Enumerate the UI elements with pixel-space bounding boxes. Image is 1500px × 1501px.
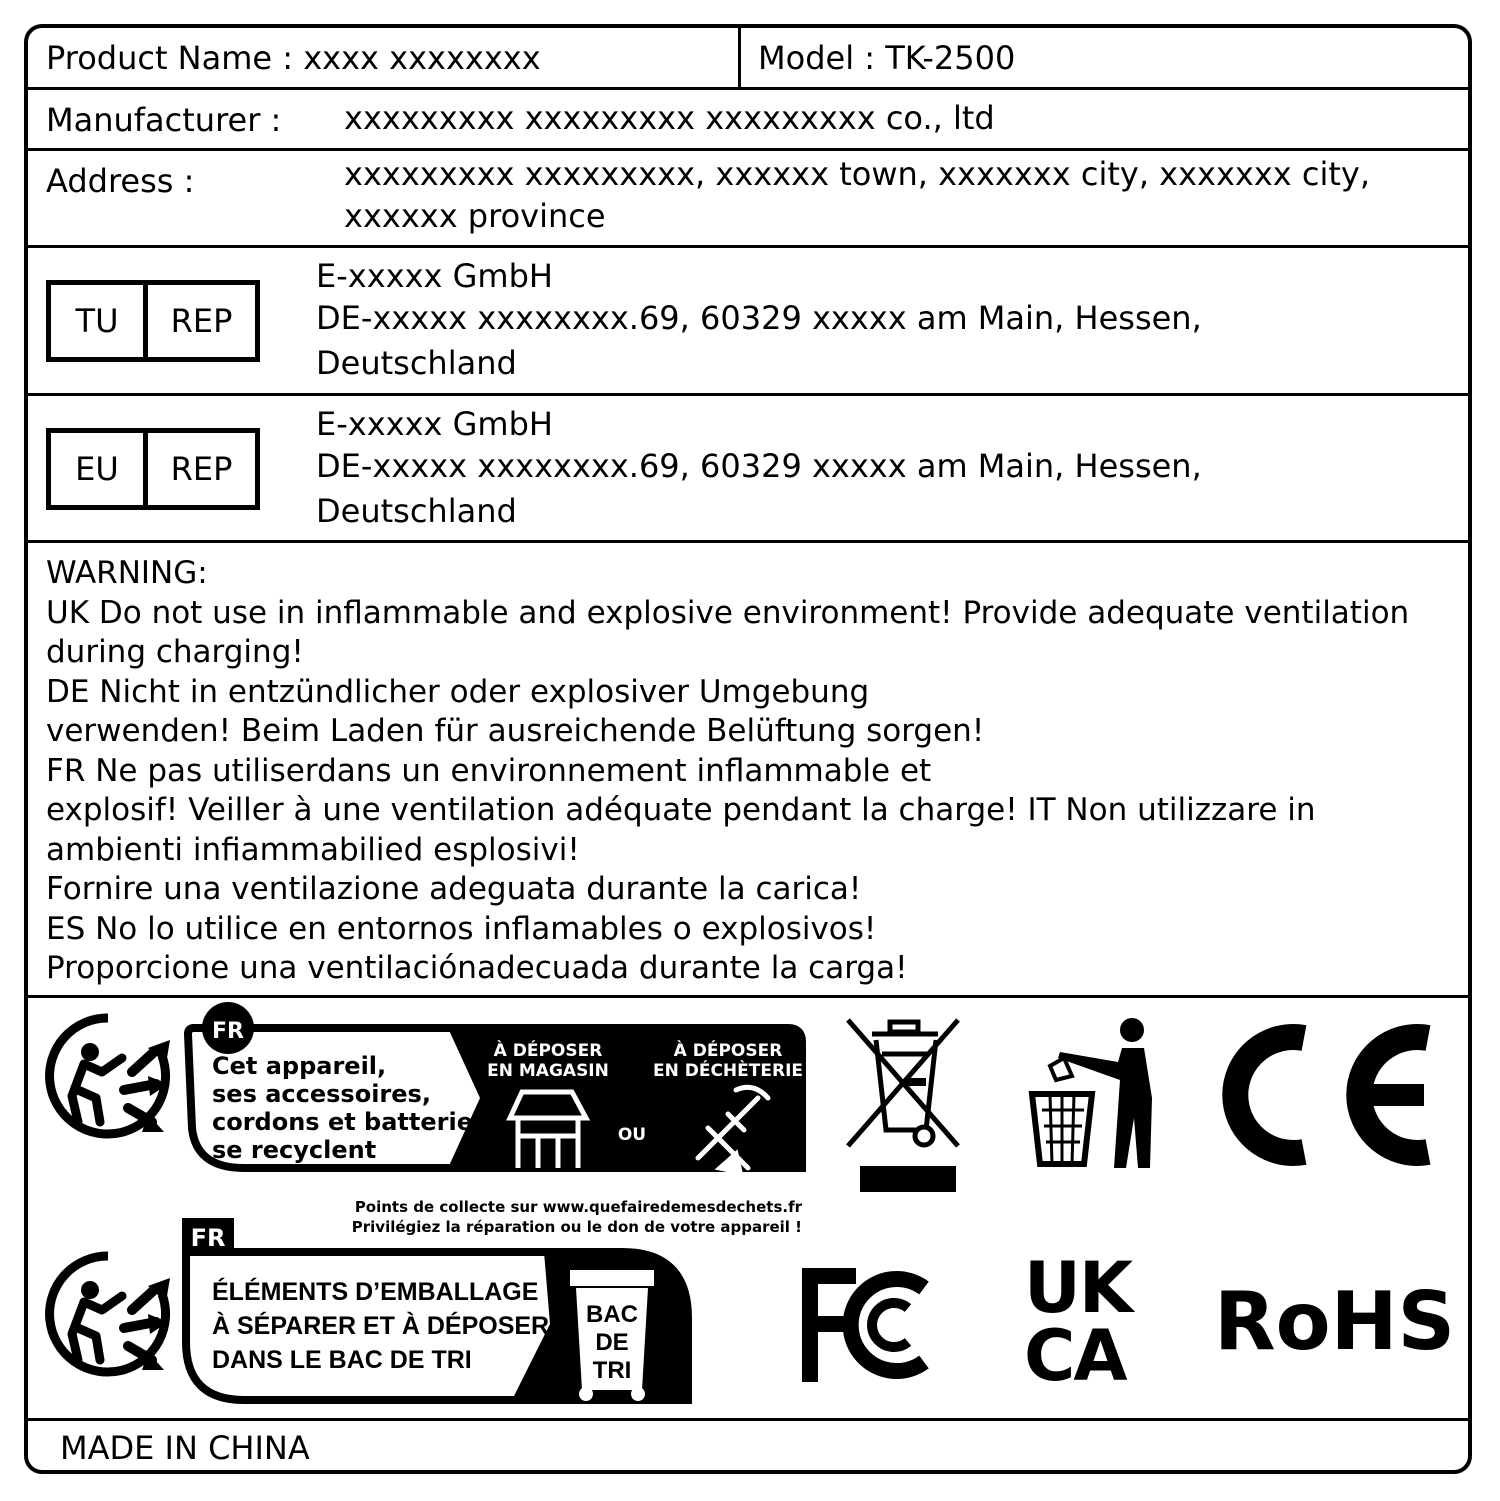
eu-rep-badge-right: REP [170, 450, 233, 488]
store-option-label: À DÉPOSER [493, 1041, 603, 1061]
manufacturer-label: Manufacturer : [46, 101, 282, 139]
made-in-label: MADE IN CHINA [60, 1429, 310, 1467]
triman-footer-line: Privilégiez la réparation ou le don de votre appareil ! [351, 1218, 802, 1236]
eu-rep-address-1: DE-xxxxx xxxxxxxx.69, 60329 xxxxx am Main, Hessen, [316, 447, 1202, 485]
header-divider [738, 28, 741, 88]
store-option-label: EN MAGASIN [487, 1061, 609, 1081]
triman-text-line: cordons et batteries [212, 1108, 488, 1136]
manufacturer-value: xxxxxxxxx xxxxxxxxx xxxxxxxxx co., ltd [344, 99, 995, 137]
warning-line: ambienti infiammabilied esplosivi! [46, 831, 580, 868]
bin-text-line: DE [595, 1329, 629, 1356]
eu-rep-badge-left: EU [51, 433, 148, 505]
center-option-label: À DÉPOSER [673, 1041, 783, 1061]
eu-rep-address-2: Deutschland [316, 492, 517, 530]
bin-text-line: TRI [592, 1357, 632, 1384]
warning-line: Proporcione una ventilaciónadecuada durante la carga! [46, 950, 908, 986]
tu-rep-address-2: Deutschland [316, 344, 517, 382]
warning-line: UK Do not use in inflammable and explosive environment! Provide adequate ventilation [46, 594, 1410, 631]
ce-mark-icon [1232, 1020, 1442, 1170]
row-divider [28, 995, 1468, 998]
triman-appliance-panel [188, 1018, 808, 1238]
tu-rep-badge-left: TU [51, 285, 148, 357]
triman-recycle-icon [44, 1012, 174, 1136]
tidyman-litter-icon [1028, 1018, 1168, 1168]
fcc-mark-icon [796, 1264, 946, 1386]
center-option-label: EN DÉCHÈTERIE [652, 1061, 804, 1081]
row-divider [28, 148, 1468, 151]
warning-title: WARNING: [46, 555, 208, 591]
model-number: Model : TK-2500 [758, 39, 1016, 77]
triman-text-line: se recyclent [212, 1136, 377, 1164]
triman-footer-line: Points de collecte sur www.quefairedemesdechets.fr [354, 1198, 802, 1216]
triman-text-line: ses accessoires, [212, 1080, 431, 1108]
product-label [24, 24, 1472, 1474]
warning-line: ES No lo utilice en entornos inflamables o explosivos! [46, 910, 877, 947]
packaging-text-line: À SÉPARER ET À DÉPOSER [212, 1312, 550, 1340]
warning-line: verwenden! Beim Laden für ausreichende Belüftung sorgen! [46, 713, 985, 749]
warning-line: during charging! [46, 634, 304, 670]
warning-line: FR Ne pas utiliserdans un environnement inflammable et [46, 752, 932, 789]
ukca-mark-bottom: CA [1024, 1315, 1126, 1397]
triman-packaging-panel [182, 1218, 692, 1402]
row-divider [28, 540, 1468, 543]
product-name: Product Name : xxxx xxxxxxxx [46, 39, 541, 77]
row-divider [28, 87, 1468, 90]
eu-rep-badge [46, 428, 260, 510]
row-divider [28, 1418, 1468, 1421]
rohs-mark: RoHS [1214, 1275, 1456, 1368]
warning-line: DE Nicht in entzündlicher oder explosiver Umgebung [46, 673, 870, 710]
warning-line: explosif! Veiller à une ventilation adéquate pendant la charge! IT Non utilizzare in [46, 792, 1316, 828]
address-line-2: xxxxxx province [344, 197, 606, 235]
triman-fr-tag: FR [190, 1224, 226, 1252]
or-label: OU [617, 1125, 647, 1145]
row-divider [28, 393, 1468, 396]
ukca-mark-top: UK [1024, 1247, 1132, 1329]
sorting-bin-icon [570, 1270, 654, 1401]
row-divider [28, 245, 1468, 248]
triman-fr-tag: FR [212, 1019, 244, 1044]
tu-rep-address-1: DE-xxxxx xxxxxxxx.69, 60329 xxxxx am Main, Hessen, [316, 299, 1202, 337]
bin-text-line: BAC [586, 1301, 638, 1328]
address-label: Address : [46, 162, 195, 200]
address-line-1: xxxxxxxxx xxxxxxxxx, xxxxxx town, xxxxxxx city, xxxxxxx city, [344, 155, 1371, 193]
warning-line: Fornire una ventilazione adeguata durante la carica! [46, 871, 862, 907]
weee-crossed-bin-icon [846, 1018, 966, 1200]
eu-rep-company: E-xxxxx GmbH [316, 405, 553, 443]
packaging-text-line: ÉLÉMENTS D’EMBALLAGE [212, 1278, 539, 1306]
tu-rep-badge-right: REP [170, 302, 233, 340]
triman-text-line: Cet appareil, [212, 1052, 387, 1080]
tu-rep-company: E-xxxxx GmbH [316, 257, 553, 295]
warning-block [46, 554, 1456, 989]
tu-rep-badge [46, 280, 260, 362]
triman-recycle-icon [44, 1250, 174, 1374]
packaging-text-line: DANS LE BAC DE TRI [212, 1346, 472, 1374]
